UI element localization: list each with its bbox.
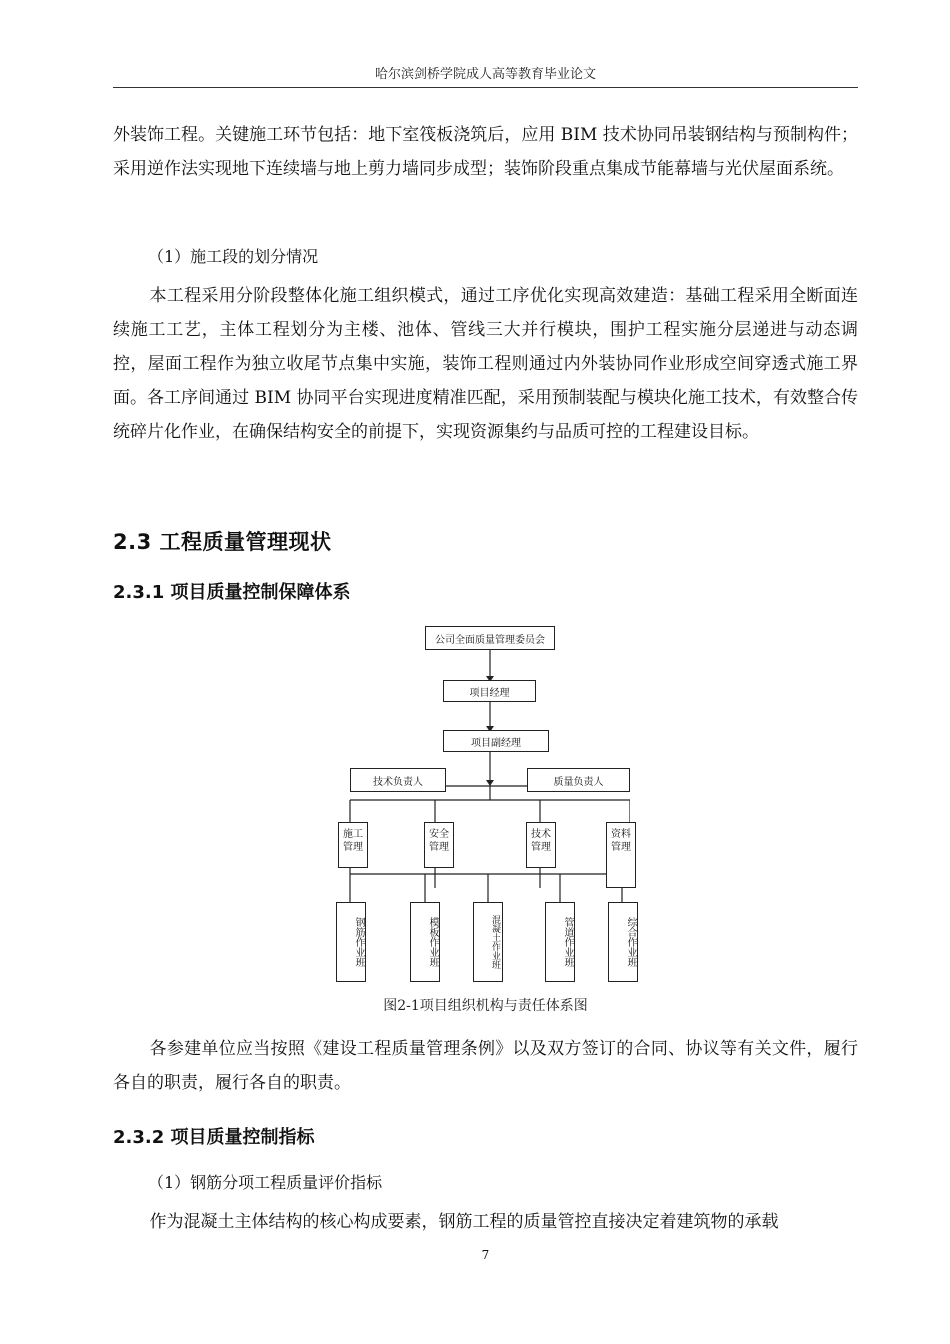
box-team-formwork: 模板作业班 bbox=[410, 902, 440, 982]
paragraph-4: 作为混凝土主体结构的核心构成要素，钢筋工程的质量管控直接决定着建筑物的承载 bbox=[149, 1212, 779, 1232]
box-technical-lead: 技术负责人 bbox=[350, 768, 446, 792]
section-heading-2-3-1: 2.3.1 项目质量控制保障体系 bbox=[113, 582, 351, 603]
box-dept-construction: 施工 管理 bbox=[338, 822, 368, 868]
subheading-1: （1）施工段的划分情况 bbox=[148, 247, 319, 266]
subheading-2: （1）钢筋分项工程质量评价指标 bbox=[148, 1173, 383, 1192]
box-team-concrete: 混凝土作业班 bbox=[473, 902, 503, 982]
box-team-general: 综合作业班 bbox=[608, 902, 638, 982]
section-heading-2-3: 2.3 工程质量管理现状 bbox=[113, 530, 332, 554]
paragraph-1: 外装饰工程。关键施工环节包括：地下室筏板浇筑后，应用 BIM 技术协同吊装钢结构与预制构件；采用逆作法实现地下连续墙与地上剪力墙同步成型；装饰阶段重点集成节能幕墙与光伏屋面系统。 bbox=[113, 125, 858, 179]
paragraph-2: 本工程采用分阶段整体化施工组织模式，通过工序优化实现高效建造：基础工程采用全断面连续施工工艺，主体工程划分为主楼、池体、管线三大并行模块，围护工程实施分层递进与动态调控，屋面工程作为独立收尾节点集中实施，装饰工程则通过内外装协同作业形成空间穿透式施工界面。各工序间通过 BIM 协同平台实现进度精准匹配，采用预制装配与模块化施工技术，有效整合传统碎片化作业，在确保结构安全的前提下，实现资源集约与品质可控的工程建设目标。 bbox=[113, 286, 858, 442]
header-rule bbox=[113, 87, 858, 88]
running-header: 哈尔滨剑桥学院成人高等教育毕业论文 bbox=[374, 67, 596, 82]
box-project-manager: 项目经理 bbox=[443, 680, 536, 702]
org-chart bbox=[330, 620, 636, 990]
box-deputy-manager: 项目副经理 bbox=[443, 730, 549, 752]
box-quality-lead: 质量负责人 bbox=[527, 768, 630, 792]
box-quality-committee: 公司全面质量管理委员会 bbox=[425, 626, 555, 650]
paragraph-3: 各参建单位应当按照《建设工程质量管理条例》以及双方签订的合同、协议等有关文件，履行各自的职责，履行各自的职责。 bbox=[113, 1039, 858, 1093]
section-heading-2-3-2: 2.3.2 项目质量控制指标 bbox=[113, 1127, 315, 1148]
figure-caption: 图2-1项目组织机构与责任体系图 bbox=[383, 998, 588, 1014]
box-dept-safety: 安全 管理 bbox=[424, 822, 454, 868]
box-team-rebar: 钢筋作业班 bbox=[336, 902, 366, 982]
box-team-piping: 管道作业班 bbox=[545, 902, 575, 982]
box-dept-technical: 技术 管理 bbox=[526, 822, 556, 868]
page-number: 7 bbox=[481, 1248, 490, 1262]
box-dept-documents: 资料 管理 bbox=[606, 822, 636, 888]
